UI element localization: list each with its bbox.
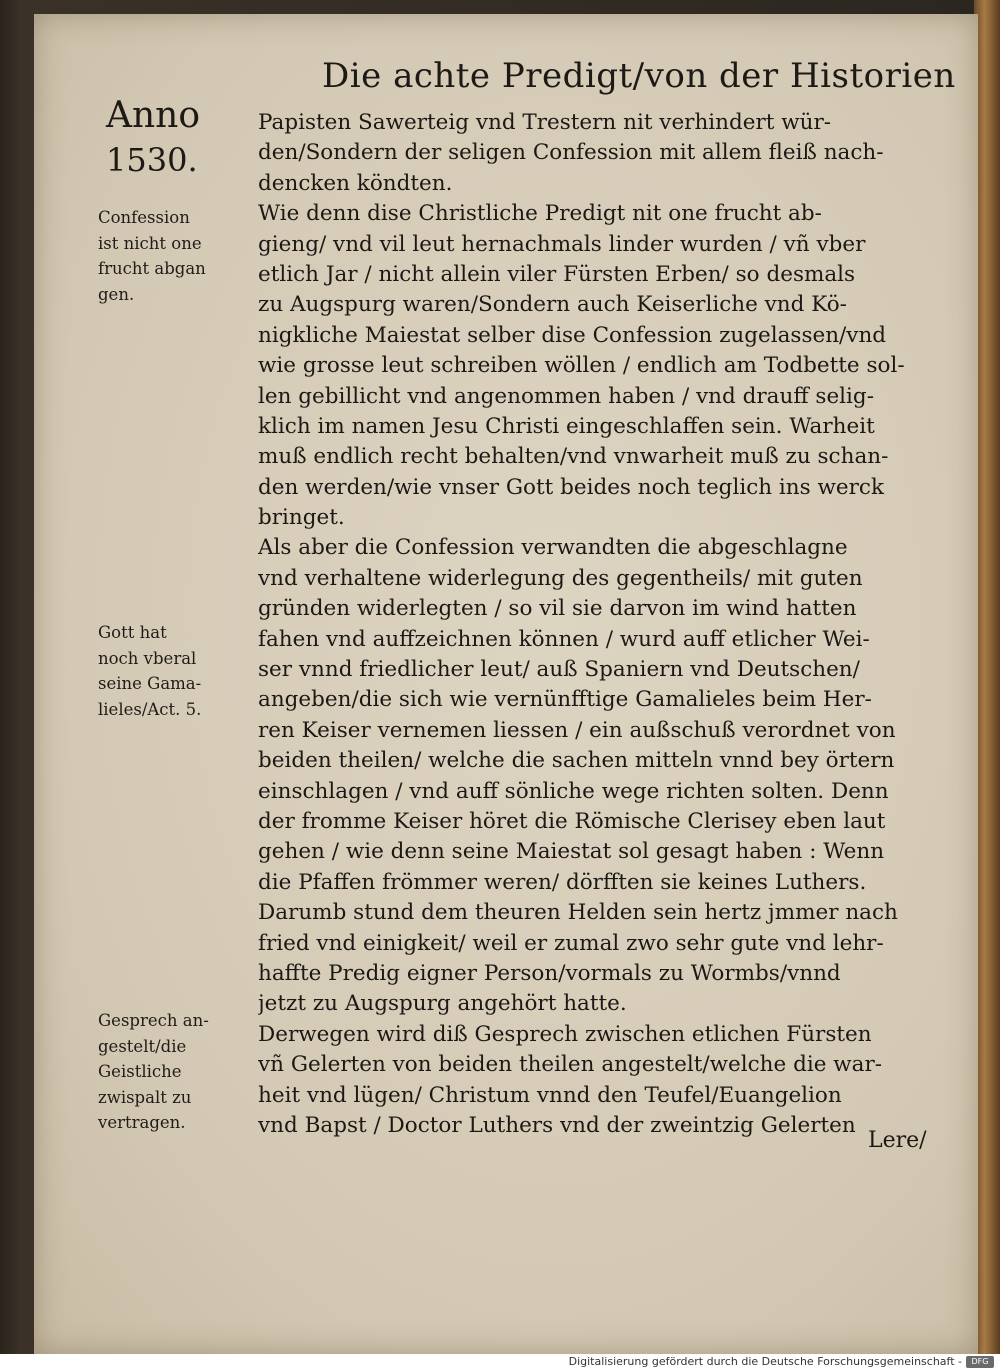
- text-line: vñ Gelerten von beiden theilen angestelt/welche die war-: [258, 1052, 883, 1078]
- marginal-note-confession: [98, 205, 258, 307]
- marginal-line: vertragen.: [98, 1113, 186, 1132]
- marginal-line: Geistliche: [98, 1062, 182, 1081]
- marginal-line: gen.: [98, 284, 135, 304]
- text-line: angeben/die sich wie vernünfftige Gamalieles beim Her-: [258, 687, 872, 713]
- marginal-note-gesprech: [98, 1008, 258, 1136]
- catchword: Lere/: [868, 1128, 927, 1153]
- marginal-line: noch vberal: [98, 648, 197, 668]
- text-line: Als aber die Confession verwandten die abgeschlagne: [258, 535, 848, 561]
- text-line: gehen / wie denn seine Maiestat sol gesagt haben : Wenn: [258, 839, 885, 865]
- text-line: fahen vnd auffzeichnen können / wurd auff etlicher Wei-: [258, 626, 870, 652]
- text-line: fried vnd einigkeit/ weil er zumal zwo sehr gute vnd lehr-: [258, 930, 884, 956]
- marginal-line: lieles/Act. 5.: [98, 699, 202, 719]
- text-line: vnd Bapst / Doctor Luthers vnd der zweintzig Gelerten: [258, 1112, 856, 1138]
- text-line: einschlagen / vnd auff sönliche wege richten solten. Denn: [258, 778, 889, 804]
- anno-year: 1530.: [106, 141, 198, 179]
- marginal-line: seine Gama-: [98, 674, 202, 693]
- text-line: wie grosse leut schreiben wöllen / endlich am Todbette sol-: [258, 353, 905, 379]
- marginal-line: zwispalt zu: [98, 1087, 192, 1107]
- text-line: den werden/wie vnser Gott beides noch teglich ins werck: [258, 474, 884, 500]
- text-line: etlich Jar / nicht allein viler Fürsten Erben/ so desmals: [258, 261, 856, 287]
- footer-credit: Digitalisierung gefördert durch die Deutsche Forschungsgemeinschaft -: [568, 1355, 962, 1368]
- marginal-line: Gesprech an-: [98, 1011, 209, 1030]
- text-line: bringet.: [258, 505, 345, 531]
- marginal-line: gestelt/die: [98, 1036, 187, 1056]
- text-line: heit vnd lügen/ Christum vnnd den Teufel/Euangelion: [258, 1082, 842, 1108]
- marginal-line: frucht abgan: [98, 259, 206, 278]
- text-line: gründen widerlegten / so vil sie darvon im wind hatten: [258, 596, 857, 622]
- text-line: nigkliche Maiestat selber dise Confession zugelassen/vnd: [258, 322, 887, 348]
- text-line: klich im namen Jesu Christi eingeschlaffen sein. Warheit: [258, 413, 875, 439]
- text-line: ren Keiser vernemen liessen / ein außschuß verordnet von: [258, 717, 896, 743]
- text-line: vnd verhaltene widerlegung des gegentheils/ mit guten: [258, 565, 863, 591]
- text-line: haffte Predig eigner Person/vormals zu Wormbs/vnnd: [258, 960, 841, 986]
- anno-marginal: [106, 94, 200, 182]
- anno-word: Anno: [106, 95, 201, 136]
- text-line: Derwegen wird diß Gesprech zwischen etlichen Fürsten: [258, 1021, 872, 1047]
- text-line: der fromme Keiser höret die Römische Clerisey eben laut: [258, 808, 886, 834]
- text-line: jetzt zu Augspurg angehört hatte.: [258, 991, 627, 1017]
- running-head: Die achte Predigt/von der Historien: [322, 56, 956, 96]
- text-line: len gebillicht vnd angenommen haben / vnd drauff selig-: [258, 383, 874, 409]
- text-line: muß endlich recht behalten/vnd vnwarheit muß zu schan-: [258, 444, 889, 470]
- marginal-line: ist nicht one: [98, 233, 202, 253]
- text-line: den/Sondern der seligen Confession mit allem fleiß nach-: [258, 140, 884, 166]
- marginal-line: Gott hat: [98, 623, 167, 642]
- marginal-line: Confession: [98, 208, 190, 227]
- text-line: Wie denn dise Christliche Predigt nit one frucht ab-: [258, 201, 822, 227]
- text-line: die Pfaffen frömmer weren/ dörfften sie keines Luthers.: [258, 869, 867, 895]
- text-line: Darumb stund dem theuren Helden sein hertz jmmer nach: [258, 900, 898, 926]
- main-text-column: [258, 108, 970, 1141]
- dfg-logo: DFG: [966, 1356, 994, 1368]
- text-line: dencken köndten.: [258, 170, 453, 196]
- text-line: Papisten Sawerteig vnd Trestern nit verhindert wür-: [258, 110, 832, 135]
- marginal-note-gamalieles: [98, 620, 258, 722]
- text-line: beiden theilen/ welche die sachen mitteln vnnd bey örtern: [258, 748, 895, 774]
- text-line: gieng/ vnd vil leut hernachmals linder wurden / vñ vber: [258, 231, 866, 257]
- text-line: zu Augspurg waren/Sondern auch Keiserliche vnd Kö-: [258, 292, 847, 318]
- text-line: ser vnnd friedlicher leut/ auß Spaniern vnd Deutschen/: [258, 657, 860, 683]
